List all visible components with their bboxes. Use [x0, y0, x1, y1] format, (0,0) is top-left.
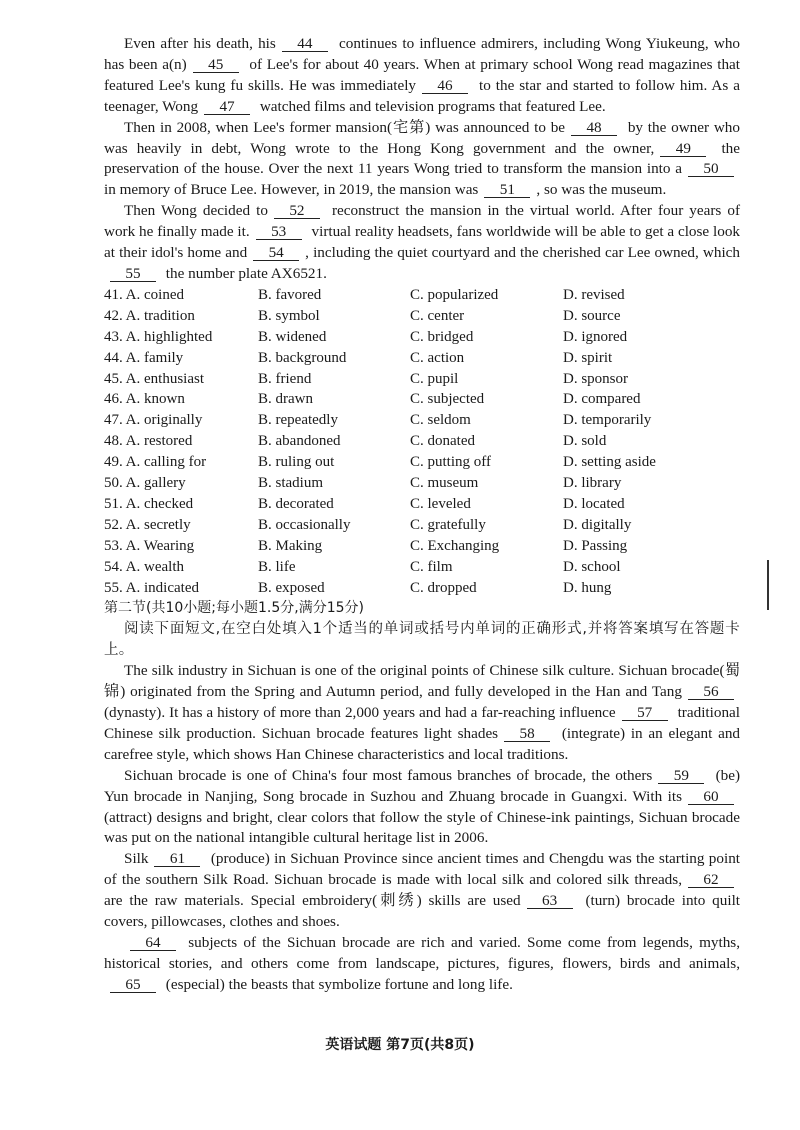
- paragraph: [104, 118, 740, 202]
- option-choice: B. friend: [258, 370, 312, 387]
- option-choice: C. seldom: [410, 412, 471, 429]
- option-choice: 41. A. coined: [104, 286, 184, 303]
- paragraph: [104, 201, 740, 285]
- option-choice: C. gratefully: [410, 516, 486, 533]
- option-choice: D. Passing: [563, 537, 628, 554]
- answer-blank: 55: [110, 266, 156, 282]
- option-row: [104, 557, 740, 578]
- option-choice: D. revised: [563, 286, 625, 303]
- paragraph-text: Then in 2008, when Lee's former mansion(宅第) was announced to be: [124, 118, 566, 136]
- option-row: [104, 494, 740, 515]
- option-choice: B. stadium: [258, 475, 324, 492]
- option-choice: B. Making: [258, 537, 323, 554]
- option-choice: D. located: [563, 495, 625, 512]
- answer-blank: 64: [130, 935, 176, 951]
- paragraph-text: (be) Yun brocade in Nanjing, Song brocade in Suzhou and Zhuang brocade in Guangxi. With its: [104, 766, 741, 805]
- paragraph-text: (dynasty). It has a history of more than 2,000 years and had a far-reaching influence: [104, 704, 616, 721]
- option-choice: C. donated: [410, 433, 475, 450]
- paragraph-text: (turn) brocade into quilt covers, pillowcases, clothes and shoes.: [104, 892, 741, 931]
- option-choice: B. favored: [258, 286, 322, 303]
- option-choice: 47. A. originally: [104, 412, 203, 429]
- paragraph-text: to the star and started to follow him. As a teenager, Wong: [104, 76, 740, 115]
- answer-blank: 50: [688, 161, 734, 177]
- option-row: [104, 306, 740, 327]
- paragraph-text: the preservation of the house. Over the next 11 years Wong tried to transform the mansion into a: [104, 139, 741, 178]
- option-choice: C. subjected: [410, 391, 485, 408]
- option-choice: 55. A. indicated: [104, 579, 199, 596]
- answer-blank: 52: [274, 203, 320, 219]
- option-choice: D. setting aside: [563, 454, 656, 471]
- option-choice: D. sponsor: [563, 370, 629, 387]
- option-choice: 49. A. calling for: [104, 454, 207, 471]
- grammar-fill-passage: [104, 661, 740, 996]
- section-heading: 第二节(共10小题;每小题1.5分,满分15分): [104, 600, 364, 617]
- paragraph-text: , including the quiet courtyard and the cherished car Lee owned, which: [305, 244, 740, 262]
- paragraph-text: Then Wong decided to: [124, 202, 268, 220]
- option-choice: 45. A. enthusiast: [104, 370, 204, 387]
- paragraph-text: by the owner who was heavily in debt, Wong wrote to the Hong Kong government and the owner,: [104, 118, 740, 157]
- answer-blank: 48: [571, 120, 617, 136]
- option-choice: C. bridged: [410, 328, 474, 345]
- option-choice: 54. A. wealth: [104, 558, 184, 575]
- exam-page-content: [104, 34, 740, 996]
- answer-blank: 51: [484, 182, 530, 198]
- option-row: [104, 431, 740, 452]
- paragraph-text: (especial) the beasts that symbolize fortune and long life.: [165, 975, 513, 993]
- answer-blank: 56: [688, 684, 734, 700]
- option-choice: D. source: [563, 307, 621, 324]
- answer-blank: 58: [504, 726, 550, 742]
- option-choice: B. drawn: [258, 391, 313, 408]
- option-choice: C. center: [410, 307, 465, 324]
- paragraph-text: The silk industry in Sichuan is one of the original points of Chinese silk culture. Sichuan brocade(蜀锦) originated from the Spring and Autumn period, and fully developed in the Han and Tang: [104, 662, 740, 701]
- option-choice: B. symbol: [258, 307, 320, 324]
- paragraph-text: in memory of Bruce Lee. However, in 2019, the mansion was: [104, 181, 479, 199]
- option-choice: 42. A. tradition: [104, 307, 195, 324]
- answer-blank: 47: [204, 99, 250, 115]
- option-choice: D. hung: [563, 579, 612, 596]
- option-choice: B. life: [258, 558, 296, 575]
- answer-blank: 57: [622, 705, 668, 721]
- answer-blank: 45: [193, 57, 239, 73]
- answer-blank: 65: [110, 977, 156, 993]
- option-choice: D. temporarily: [563, 412, 652, 429]
- option-choice: D. digitally: [563, 516, 632, 533]
- option-row: [104, 473, 740, 494]
- paragraph: [104, 34, 740, 118]
- option-choice: D. school: [563, 558, 621, 575]
- option-row: [104, 369, 740, 390]
- answer-blank: 44: [282, 36, 328, 52]
- option-choice: 50. A. gallery: [104, 475, 186, 492]
- option-choice: D. library: [563, 475, 622, 492]
- option-choice: D. compared: [563, 391, 641, 408]
- option-choice: 44. A. family: [104, 349, 184, 366]
- options-table: [104, 285, 740, 599]
- option-choice: C. film: [410, 558, 453, 575]
- answer-blank: 63: [527, 893, 573, 909]
- paragraph: [104, 849, 740, 933]
- option-row: [104, 410, 740, 431]
- option-choice: C. action: [410, 349, 465, 366]
- paragraph-text: reconstruct the mansion in the virtual world. After four years of work he finally made it.: [104, 202, 741, 241]
- option-choice: 52. A. secretly: [104, 516, 191, 533]
- paragraph-text: continues to influence admirers, including Wong Yiukeung, who has been a(n): [104, 35, 741, 73]
- paragraph-text: traditional Chinese silk production. Sichuan brocade features light shades: [104, 704, 740, 742]
- section-instructions: 阅读下面短文,在空白处填入1个适当的单词或括号内单词的正确形式,并将答案填写在答题卡上。: [104, 621, 740, 659]
- option-choice: B. occasionally: [258, 516, 351, 533]
- paragraph-text: (attract) designs and bright, clear colors that follow the style of Chinese-ink paintings, Sichuan brocade was put on the national intangible cultural heritage list in 2006.: [104, 808, 740, 847]
- option-row: [104, 452, 740, 473]
- paragraph-text: watched films and television programs that featured Lee.: [259, 97, 606, 115]
- option-choice: 53. A. Wearing: [104, 537, 195, 554]
- option-row: [104, 578, 740, 599]
- option-choice: B. widened: [258, 328, 327, 345]
- paragraph-text: , so was the museum.: [536, 181, 667, 199]
- paragraph-text: virtual reality headsets, fans worldwide will be able to get a close look at their idol's home and: [104, 223, 741, 262]
- option-choice: 43. A. highlighted: [104, 328, 213, 345]
- option-choice: D. spirit: [563, 349, 613, 366]
- page-footer: 英语试题 第7页(共8页): [325, 1037, 475, 1053]
- answer-blank: 62: [688, 872, 734, 888]
- option-row: [104, 515, 740, 536]
- cloze-passage: [104, 34, 740, 285]
- option-choice: B. abandoned: [258, 433, 341, 450]
- margin-mark: [767, 560, 769, 610]
- paragraph-text: subjects of the Sichuan brocade are rich and varied. Some come from legends, myths, historical stories, and others come from landscape, pictures, figures, flowers, birds and animals,: [104, 933, 741, 972]
- paragraph: [104, 766, 740, 850]
- option-choice: C. dropped: [410, 579, 477, 596]
- option-choice: C. Exchanging: [410, 537, 500, 554]
- option-row: [104, 285, 740, 306]
- option-choice: B. ruling out: [258, 454, 335, 471]
- paragraph-text: Sichuan brocade is one of China's four most famous branches of brocade, the others: [124, 766, 653, 784]
- paragraph-text: are the raw materials. Special embroidery(刺绣) skills are used: [104, 892, 521, 910]
- paragraph: [104, 933, 740, 996]
- answer-blank: 60: [688, 789, 734, 805]
- option-row: [104, 536, 740, 557]
- paragraph-text: of Lee's for about 40 years. When at primary school Wong read magazines that featured Lee's kung fu skills. He was immediately: [104, 55, 741, 94]
- paragraph: [104, 661, 740, 766]
- option-choice: D. sold: [563, 433, 607, 450]
- option-choice: 46. A. known: [104, 391, 185, 408]
- paragraph-text: Even after his death, his: [124, 35, 276, 52]
- option-choice: B. repeatedly: [258, 412, 338, 429]
- option-row: [104, 348, 740, 369]
- option-row: [104, 327, 740, 348]
- option-choice: C. pupil: [410, 370, 459, 387]
- option-choice: D. ignored: [563, 328, 628, 345]
- paragraph-text: (integrate) in an elegant and carefree style, which shows Han Chinese characteristics and local traditions.: [104, 724, 741, 763]
- option-choice: B. exposed: [258, 579, 325, 596]
- option-choice: B. decorated: [258, 495, 334, 512]
- option-choice: 48. A. restored: [104, 433, 193, 450]
- option-choice: C. leveled: [410, 495, 471, 512]
- option-choice: C. popularized: [410, 286, 499, 303]
- answer-blank: 53: [256, 224, 302, 240]
- answer-blank: 61: [154, 851, 200, 867]
- paragraph-text: (produce) in Sichuan Province since ancient times and Chengdu was the starting point of the southern Silk Road. Sichuan brocade is made with local silk and colored silk threads,: [104, 850, 741, 889]
- paragraph-text: the number plate AX6521.: [165, 264, 327, 282]
- option-choice: 51. A. checked: [104, 495, 194, 512]
- answer-blank: 59: [658, 768, 704, 784]
- option-choice: C. museum: [410, 475, 479, 492]
- option-row: [104, 389, 740, 410]
- paragraph-text: Silk: [124, 850, 149, 868]
- answer-blank: 54: [253, 245, 299, 261]
- option-choice: B. background: [258, 349, 347, 366]
- answer-blank: 49: [660, 141, 706, 157]
- option-choice: C. putting off: [410, 454, 491, 471]
- answer-blank: 46: [422, 78, 468, 94]
